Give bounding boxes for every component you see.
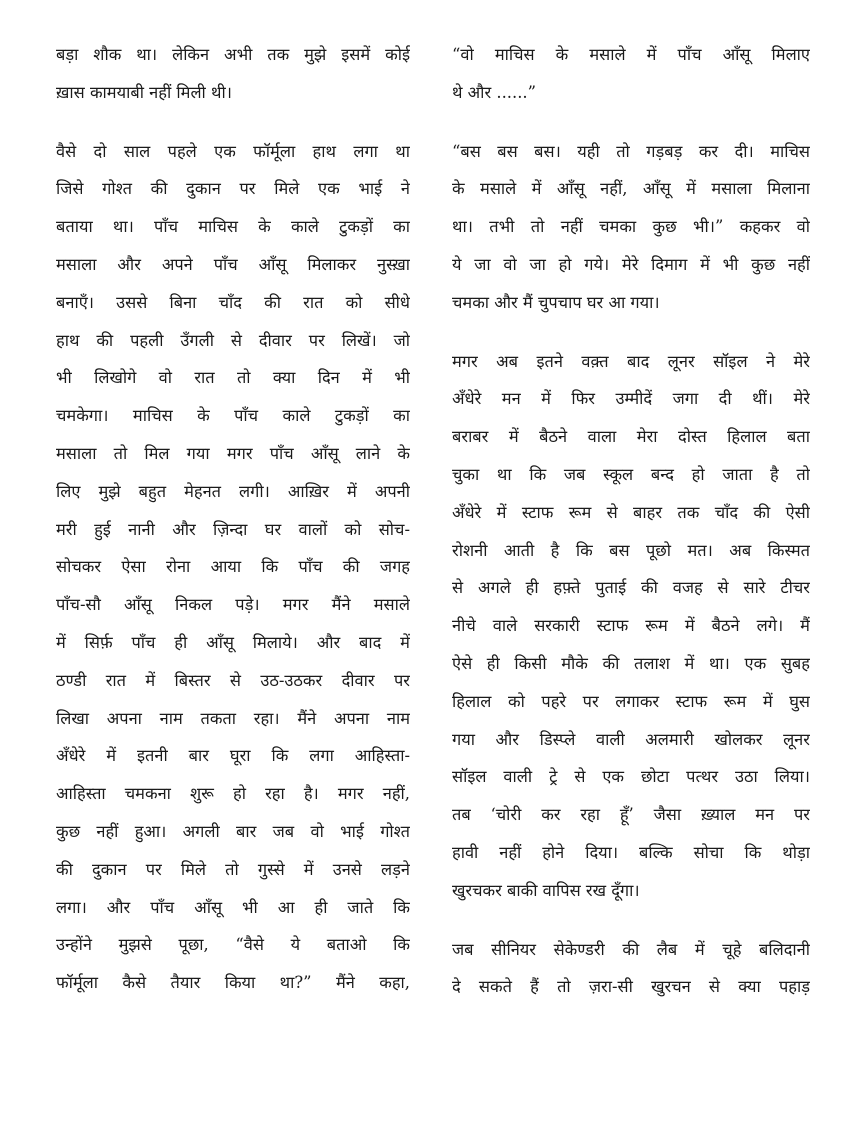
text-line: चुका था कि जब स्कूल बन्द हो जाता है तो — [452, 464, 810, 484]
text-line: हाथ की पहली उँगली से दीवार पर लिखें। जो — [56, 330, 410, 350]
text-line: बनाएँ। उससे बिना चाँद की रात को सीधे — [56, 292, 410, 312]
text-line: उन्होंने मुझसे पूछा, “वैसे ये बताओ कि — [56, 935, 410, 955]
text-line: हावी नहीं होने दिया। बल्कि सोचा कि थोड़ा — [452, 842, 810, 862]
text-line: लिए मुझे बहुत मेहनत लगी। आख़िर में अपनी — [56, 481, 410, 501]
text-line: मसाला तो मिल गया मगर पाँच आँसू लाने के — [56, 443, 410, 463]
text-line: “बस बस बस। यही तो गड़बड़ कर दी। माचिस — [452, 141, 810, 161]
text-line: वैसे दो साल पहले एक फॉर्मूला हाथ लगा था — [56, 141, 410, 161]
text-line: अँधेरे में स्टाफ रूम से बाहर तक चाँद की ऐसी — [452, 502, 810, 522]
text-line: मगर अब इतने वक़्त बाद लूनर सॉइल ने मेरे — [452, 351, 810, 371]
text-line: रोशनी आती है कि बस पूछो मत। अब किस्मत — [452, 540, 810, 560]
text-line: लगा। और पाँच आँसू भी आ ही जाते कि — [56, 897, 410, 917]
text-line: अँधेरे में इतनी बार घूरा कि लगा आहिस्ता- — [56, 746, 410, 766]
text-line: तब ‘चोरी कर रहा हूँ’ जैसा ख़्याल मन पर — [452, 805, 810, 825]
text-line: ठण्डी रात में बिस्तर से उठ-उठकर दीवार पर — [56, 670, 410, 690]
right-column-paragraph — [452, 343, 810, 910]
text-line: चमका और मैं चुपचाप घर आ गया। — [452, 292, 660, 312]
text-line: अँधेरे मन में फिर उम्मीदें जगा दी थीं। मेरे — [452, 389, 810, 409]
text-line: “वो माचिस के मसाले में पाँच आँसू मिलाए — [452, 45, 810, 64]
text-line: कुछ नहीं हुआ। अगली बार जब वो भाई गोश्त — [56, 821, 410, 841]
text-line: सॉइल वाली ट्रे से एक छोटा पत्थर उठा लिया। — [452, 767, 810, 787]
text-line: गया और डिस्प्ले वाली अलमारी खोलकर लूनर — [452, 729, 810, 749]
text-line: था। तभी तो नहीं चमका कुछ भी।” कहकर वो — [452, 217, 810, 237]
right-column-paragraph — [452, 133, 810, 322]
text-line: हिलाल को पहरे पर लगाकर स्टाफ रूम में घुस — [452, 691, 810, 711]
text-line: बराबर में बैठने वाला मेरा दोस्त हिलाल बता — [452, 427, 810, 447]
right-column-paragraph — [452, 931, 810, 1007]
text-line: बड़ा शौक था। लेकिन अभी तक मुझे इसमें कोई — [56, 45, 410, 64]
text-line: बताया था। पाँच माचिस के काले टुकड़ों का — [56, 217, 410, 237]
text-line: में सिर्फ़ पाँच ही आँसू मिलाये। और बाद में — [56, 632, 410, 652]
text-line: से अगले ही हफ़्ते पुताई की वजह से सारे टीचर — [452, 578, 810, 598]
text-line: फॉर्मूला कैसे तैयार किया था?” मैंने कहा, — [56, 973, 410, 993]
text-line: मसाला और अपने पाँच आँसू मिलाकर नुस्ख़ा — [56, 254, 410, 274]
text-line: सोचकर ऐसा रोना आया कि पाँच की जगह — [56, 557, 410, 577]
text-line: जब सीनियर सेकेण्डरी की लैब में चूहे बलिदानी — [452, 939, 810, 959]
text-line: नीचे वाले सरकारी स्टाफ रूम में बैठने लगे। मैं — [452, 616, 810, 636]
text-line: दे सकते हैं तो ज़रा-सी खुरचन से क्या पहाड़ — [452, 977, 810, 997]
text-line: खुरचकर बाकी वापिस रख दूँगा। — [452, 880, 640, 900]
text-line: ख़ास कामयाबी नहीं मिली थी। — [56, 82, 232, 102]
left-column-paragraph — [56, 36, 410, 112]
text-line: जिसे गोश्त की दुकान पर मिले एक भाई ने — [56, 179, 410, 199]
text-line: भी लिखोगे वो रात तो क्या दिन में भी — [56, 368, 410, 388]
text-line: मरी हुई नानी और ज़िन्दा घर वालों को सोच- — [56, 519, 410, 539]
text-line: ऐसे ही किसी मौके की तलाश में था। एक सुबह — [452, 653, 810, 673]
text-line: की दुकान पर मिले तो गुस्से में उनसे लड़ने — [56, 859, 410, 879]
left-column — [56, 36, 410, 1023]
text-line: पाँच-सौ आँसू निकल पड़े। मगर मैंने मसाले — [56, 595, 410, 615]
right-column — [452, 36, 810, 1027]
left-column-paragraph — [56, 133, 410, 1002]
text-line: थे और ......” — [452, 82, 537, 102]
text-line: के मसाले में आँसू नहीं, आँसू में मसाला मिलाना — [452, 179, 810, 199]
text-line: चमकेगा। माचिस के पाँच काले टुकड़ों का — [56, 406, 410, 426]
right-column-paragraph — [452, 36, 810, 112]
text-line: ये जा वो जा हो गये। मेरे दिमाग में भी कुछ नहीं — [452, 254, 810, 274]
text-line: लिखा अपना नाम तकता रहा। मैंने अपना नाम — [56, 708, 410, 728]
text-line: आहिस्ता चमकना शुरू हो रहा है। मगर नहीं, — [56, 784, 410, 804]
